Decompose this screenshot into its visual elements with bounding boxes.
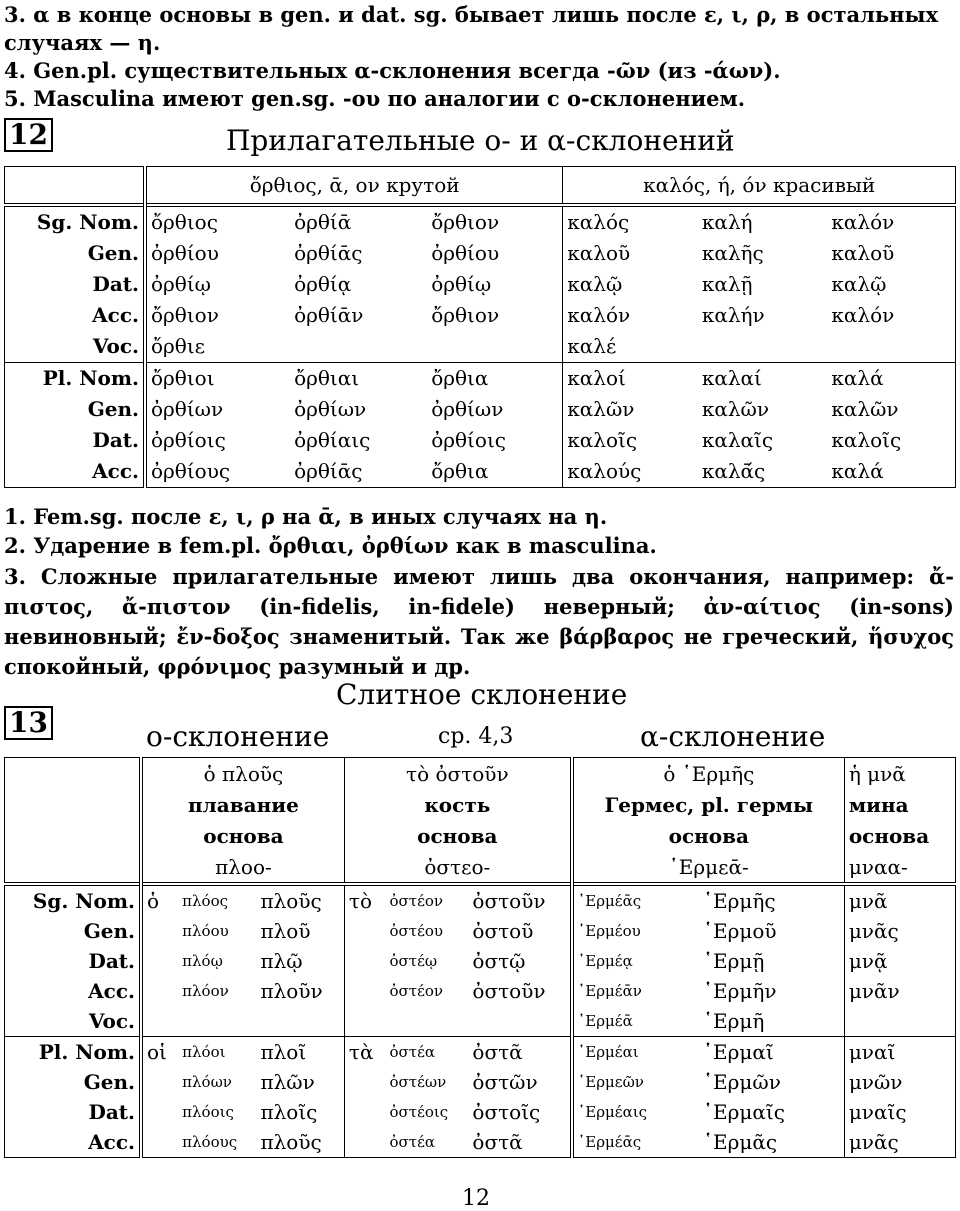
form-cell: καλῶν	[701, 397, 770, 421]
header-cell: основа	[844, 820, 955, 851]
form-cell: ὄρθιον	[427, 205, 563, 238]
form-cell: καλά	[827, 362, 955, 394]
form-cell: μνᾶς	[844, 916, 955, 946]
header-cell: ῾Ερμεᾱ-	[572, 851, 845, 884]
form-cell: πλόον	[182, 982, 229, 1000]
form-cell: μνᾶ	[844, 884, 955, 916]
form-cell	[141, 976, 178, 1006]
form-cell: καλοῖς	[831, 428, 902, 452]
form-cell: καλοῦ	[563, 238, 698, 269]
form-cell: ὄρθιον	[431, 303, 500, 327]
o-declension-label: ο-склонение	[146, 720, 330, 753]
form-cell: ῾Ερμέᾱν	[572, 976, 699, 1006]
form-cell	[344, 946, 385, 976]
form-cell: ὀρθίαις	[294, 428, 371, 452]
section-12-number: 12	[4, 118, 53, 152]
note-3: 3. Сложные прилагательные имеют лишь два окончания, например: ἄ-πιστος, ἄ-πιστον (in-fidelis, in-fidele) неверный; ἀν-αίτιος (in-sons) невиновный; ἔν-δοξος знаменитый. Так же βάρβαρος не греческий, ἥσυχος спокойный, φρόνιμος разумный и др.	[4, 564, 954, 679]
header-cell: основа	[572, 820, 845, 851]
case-label: Pl. Nom.	[5, 1037, 142, 1068]
form-cell: ὀρθίων	[145, 394, 290, 425]
table-header-row	[5, 758, 956, 790]
table-row	[5, 394, 956, 425]
form-cell: καλοῖς	[563, 425, 698, 456]
form-cell	[141, 916, 178, 946]
table-row	[5, 269, 956, 300]
form-cell: ὄρθιαι	[290, 362, 427, 394]
form-cell: ὀρθίᾱ	[290, 205, 427, 238]
form-cell	[698, 331, 828, 363]
table-row	[5, 300, 956, 331]
form-cell: ὀστέον	[389, 982, 444, 1000]
section-12-title: Прилагательные ο- и α-склонений	[226, 124, 735, 157]
form-cell: ὀστοῦν	[468, 884, 571, 916]
form-cell: ὁ	[141, 884, 178, 916]
header-cell: мина	[844, 789, 955, 820]
header-kalos: καλός, ή, όν красивый	[563, 167, 956, 205]
form-cell: ῾Ερμοῦ	[703, 919, 777, 943]
form-cell: καλαῖς	[701, 428, 774, 452]
header-cell: основа	[344, 820, 571, 851]
intro-line-4: 5. Masculina имеют gen.sg. -ου по аналогии с ο-склонением.	[4, 86, 746, 111]
note-2: 2. Ударение в fem.pl. ὄρθιαι, ὀρθίων как в masculina.	[4, 533, 657, 558]
table-header-row	[5, 789, 956, 820]
form-cell	[344, 1006, 385, 1037]
form-cell: ὀστοῦ	[472, 919, 534, 943]
section-13-title: Слитное склонение	[336, 678, 628, 711]
header-blank	[5, 167, 146, 205]
form-cell: πλόοις	[182, 1103, 234, 1121]
form-cell: πλόος	[178, 884, 256, 916]
form-cell: καλοί	[563, 362, 698, 394]
form-cell	[141, 946, 178, 976]
form-cell: πλοῦ	[260, 919, 311, 943]
case-label: Gen.	[83, 919, 135, 943]
form-cell: καλῇ	[701, 272, 753, 296]
form-cell: καλούς	[563, 456, 698, 488]
form-cell: καλοῦ	[831, 241, 895, 265]
form-cell: ὀρθίᾱς	[294, 459, 363, 483]
header-cell: Гермес, pl. гермы	[572, 789, 845, 820]
form-cell: καλόν	[831, 303, 895, 327]
case-label: Gen.	[87, 397, 139, 421]
contract-declension-table	[4, 757, 956, 1158]
table-row	[5, 1127, 956, 1158]
case-label: Acc.	[88, 979, 135, 1003]
table-row	[5, 205, 956, 238]
form-cell: πλοῦς	[260, 1130, 322, 1154]
table-row	[5, 238, 956, 269]
case-label: Dat.	[88, 949, 135, 973]
case-label: Sg. Nom.	[5, 205, 146, 238]
form-cell: καλῆς	[701, 241, 764, 265]
form-cell: ὀστοῦν	[472, 979, 546, 1003]
header-cell: ἡ μνᾶ	[844, 758, 955, 790]
table-row	[5, 916, 956, 946]
form-cell: καλῶν	[563, 394, 698, 425]
form-cell: ὀστέα	[389, 1133, 435, 1151]
table-row	[5, 331, 956, 363]
header-blank	[5, 789, 142, 820]
form-cell: ὀρθίους	[145, 456, 290, 488]
header-cell: кость	[344, 789, 571, 820]
form-cell: ῾Ερμέαι	[572, 1037, 699, 1068]
form-cell: ὄρθια	[431, 459, 489, 483]
form-cell: ὀρθίοις	[145, 425, 290, 456]
form-cell: ῾Ερμαῖς	[703, 1100, 785, 1124]
form-cell: ὀρθίοις	[431, 428, 506, 452]
form-cell	[427, 331, 563, 363]
form-cell: πλόοι	[178, 1037, 256, 1068]
form-cell	[344, 1127, 385, 1158]
form-cell: καλῷ	[563, 269, 698, 300]
form-cell: ὀρθίῳ	[431, 272, 492, 296]
case-label: Dat.	[92, 428, 139, 452]
form-cell	[256, 1006, 344, 1037]
form-cell	[141, 1097, 178, 1127]
intro-line-2: случаях — η.	[4, 30, 161, 55]
form-cell: ῾Ερμῇ	[703, 949, 765, 973]
form-cell: ὀρθίᾳ	[294, 272, 352, 296]
form-cell: ὄρθια	[427, 362, 563, 394]
form-cell: ῾Ερμέου	[572, 916, 699, 946]
case-label: Acc.	[88, 1130, 135, 1154]
form-cell	[344, 1067, 385, 1097]
note-1: 1. Fem.sg. после ε, ι, ρ на ᾱ, в иных случаях на η.	[4, 504, 608, 529]
form-cell: ὀστέον	[386, 884, 469, 916]
table-header-row	[5, 820, 956, 851]
header-cell: ὁ ῾Ερμῆς	[572, 758, 845, 790]
form-cell: ῾Ερμέᾱ	[572, 1006, 699, 1037]
table-row	[5, 425, 956, 456]
case-label: Voc.	[88, 1009, 135, 1033]
form-cell: ὀστέοις	[389, 1103, 449, 1121]
case-label: Acc.	[92, 459, 139, 483]
form-cell: καλή	[698, 205, 828, 238]
table-row	[5, 1097, 956, 1127]
form-cell: καλῷ	[831, 272, 887, 296]
header-cell: плавание	[141, 789, 344, 820]
form-cell: ὀρθίου	[431, 241, 500, 265]
form-cell	[141, 1067, 178, 1097]
form-cell: καλᾱ́ς	[701, 459, 766, 483]
header-cell: μναα-	[844, 851, 955, 884]
header-cell: ὁ πλοῦς	[141, 758, 344, 790]
section-13-number: 13	[4, 706, 53, 740]
form-cell	[344, 1097, 385, 1127]
header-blank	[5, 758, 142, 790]
form-cell: ὄρθιε	[145, 331, 290, 363]
form-cell: ὀστοῖς	[472, 1100, 541, 1124]
form-cell: τὰ	[344, 1037, 385, 1068]
header-blank	[5, 851, 142, 884]
form-cell: ὀρθίᾱν	[294, 303, 364, 327]
form-cell: πλοῖς	[260, 1100, 318, 1124]
table-row	[5, 946, 956, 976]
form-cell: ῾Ερμαῖ	[699, 1037, 844, 1068]
form-cell: καλῶν	[831, 397, 899, 421]
form-cell	[290, 331, 427, 363]
case-label: Gen.	[87, 241, 139, 265]
compare-reference: ср. 4,3	[438, 724, 514, 749]
form-cell: μνᾶν	[844, 976, 955, 1006]
form-cell: οἱ	[141, 1037, 178, 1068]
form-cell: καλόν	[827, 205, 955, 238]
form-cell: ὀστῶν	[472, 1070, 538, 1094]
case-label: Dat.	[92, 272, 139, 296]
table-row	[5, 1006, 956, 1037]
table-row	[5, 1037, 956, 1068]
form-cell: ῾Ερμᾶς	[703, 1130, 778, 1154]
header-cell: основа	[141, 820, 344, 851]
form-cell: τὸ	[344, 884, 385, 916]
form-cell: πλῶν	[260, 1070, 315, 1094]
form-cell: μναῖ	[844, 1037, 955, 1068]
table-row	[5, 362, 956, 394]
form-cell: ὄρθιοι	[145, 362, 290, 394]
form-cell: ὀστᾶ	[472, 1130, 523, 1154]
case-label: Dat.	[88, 1100, 135, 1124]
header-blank	[5, 820, 142, 851]
form-cell: ὀρθίου	[145, 238, 290, 269]
header-cell: τὸ ὀστοῦν	[344, 758, 571, 790]
form-cell: καλήν	[701, 303, 765, 327]
form-cell	[141, 1006, 178, 1037]
form-cell: καλά	[831, 459, 884, 483]
form-cell: ῾Ερμῶν	[703, 1070, 781, 1094]
intro-line-3: 4. Gen.pl. существительных α-склонения всегда -ῶν (из -άων).	[4, 58, 781, 83]
form-cell: ὀρθίων	[431, 397, 504, 421]
form-cell	[344, 916, 385, 946]
form-cell	[344, 976, 385, 1006]
form-cell: πλοῦν	[260, 979, 323, 1003]
case-label: Gen.	[83, 1070, 135, 1094]
form-cell: πλόων	[182, 1073, 232, 1091]
form-cell: ῾Ερμέαις	[572, 1097, 699, 1127]
form-cell: μναῖς	[844, 1097, 955, 1127]
form-cell: καλαί	[698, 362, 828, 394]
form-cell	[827, 331, 955, 363]
form-cell: πλοῦς	[256, 884, 344, 916]
table-row	[5, 884, 956, 916]
table-row	[5, 456, 956, 488]
form-cell: ὀστέῳ	[389, 952, 438, 970]
form-cell: πλόους	[182, 1133, 238, 1151]
form-cell	[178, 1006, 256, 1037]
case-label: Sg. Nom.	[5, 884, 142, 916]
form-cell: πλοῖ	[256, 1037, 344, 1068]
form-cell: καλέ	[563, 331, 698, 363]
header-orthios: ὄρθιος, ᾱ, ον крутой	[145, 167, 563, 205]
form-cell: καλός	[563, 205, 698, 238]
form-cell: ῾Ερμῆ	[703, 1009, 765, 1033]
intro-line-1: 3. α в конце основы в gen. и dat. sg. бывает лишь после ε, ι, ρ, в остальных	[4, 2, 939, 27]
form-cell: ὀρθίων	[294, 397, 367, 421]
header-cell: ὀστεο-	[344, 851, 571, 884]
a-declension-label: α-склонение	[640, 720, 826, 753]
form-cell: ῾Ερμέᾱς	[572, 884, 699, 916]
form-cell: ῾Ερμῆς	[699, 884, 844, 916]
form-cell: ὀστέων	[389, 1073, 447, 1091]
form-cell: ὄρθιον	[145, 300, 290, 331]
form-cell: πλόου	[182, 922, 229, 940]
case-label: Acc.	[92, 303, 139, 327]
form-cell: ὀστέου	[389, 922, 444, 940]
form-cell	[386, 1006, 469, 1037]
table-header-row	[5, 167, 956, 205]
table-row	[5, 976, 956, 1006]
case-label: Voc.	[92, 334, 139, 358]
form-cell: ῾Ερμέᾱς	[572, 1127, 699, 1158]
case-label: Pl. Nom.	[5, 362, 146, 394]
form-cell: καλόν	[563, 300, 698, 331]
table-row	[5, 1067, 956, 1097]
form-cell: μνῶν	[844, 1067, 955, 1097]
adjective-declension-table	[4, 166, 956, 488]
form-cell: μνᾶς	[844, 1127, 955, 1158]
form-cell: πλόῳ	[182, 952, 223, 970]
form-cell: πλῷ	[260, 949, 303, 973]
form-cell: ῾Ερμέᾳ	[572, 946, 699, 976]
form-cell: ὀστᾶ	[468, 1037, 571, 1068]
form-cell	[141, 1127, 178, 1158]
form-cell: ὀστῷ	[472, 949, 526, 973]
form-cell	[844, 1006, 955, 1037]
page-number: 12	[462, 1186, 490, 1211]
table-header-row	[5, 851, 956, 884]
form-cell: ῾Ερμῆν	[703, 979, 777, 1003]
form-cell: μνᾷ	[844, 946, 955, 976]
form-cell: ὀστέα	[386, 1037, 469, 1068]
header-cell: πλοο-	[141, 851, 344, 884]
form-cell: ὄρθιος	[145, 205, 290, 238]
form-cell: ὀρθίᾱς	[294, 241, 363, 265]
form-cell: ῾Ερμεῶν	[572, 1067, 699, 1097]
form-cell	[468, 1006, 571, 1037]
form-cell: ὀρθίῳ	[145, 269, 290, 300]
